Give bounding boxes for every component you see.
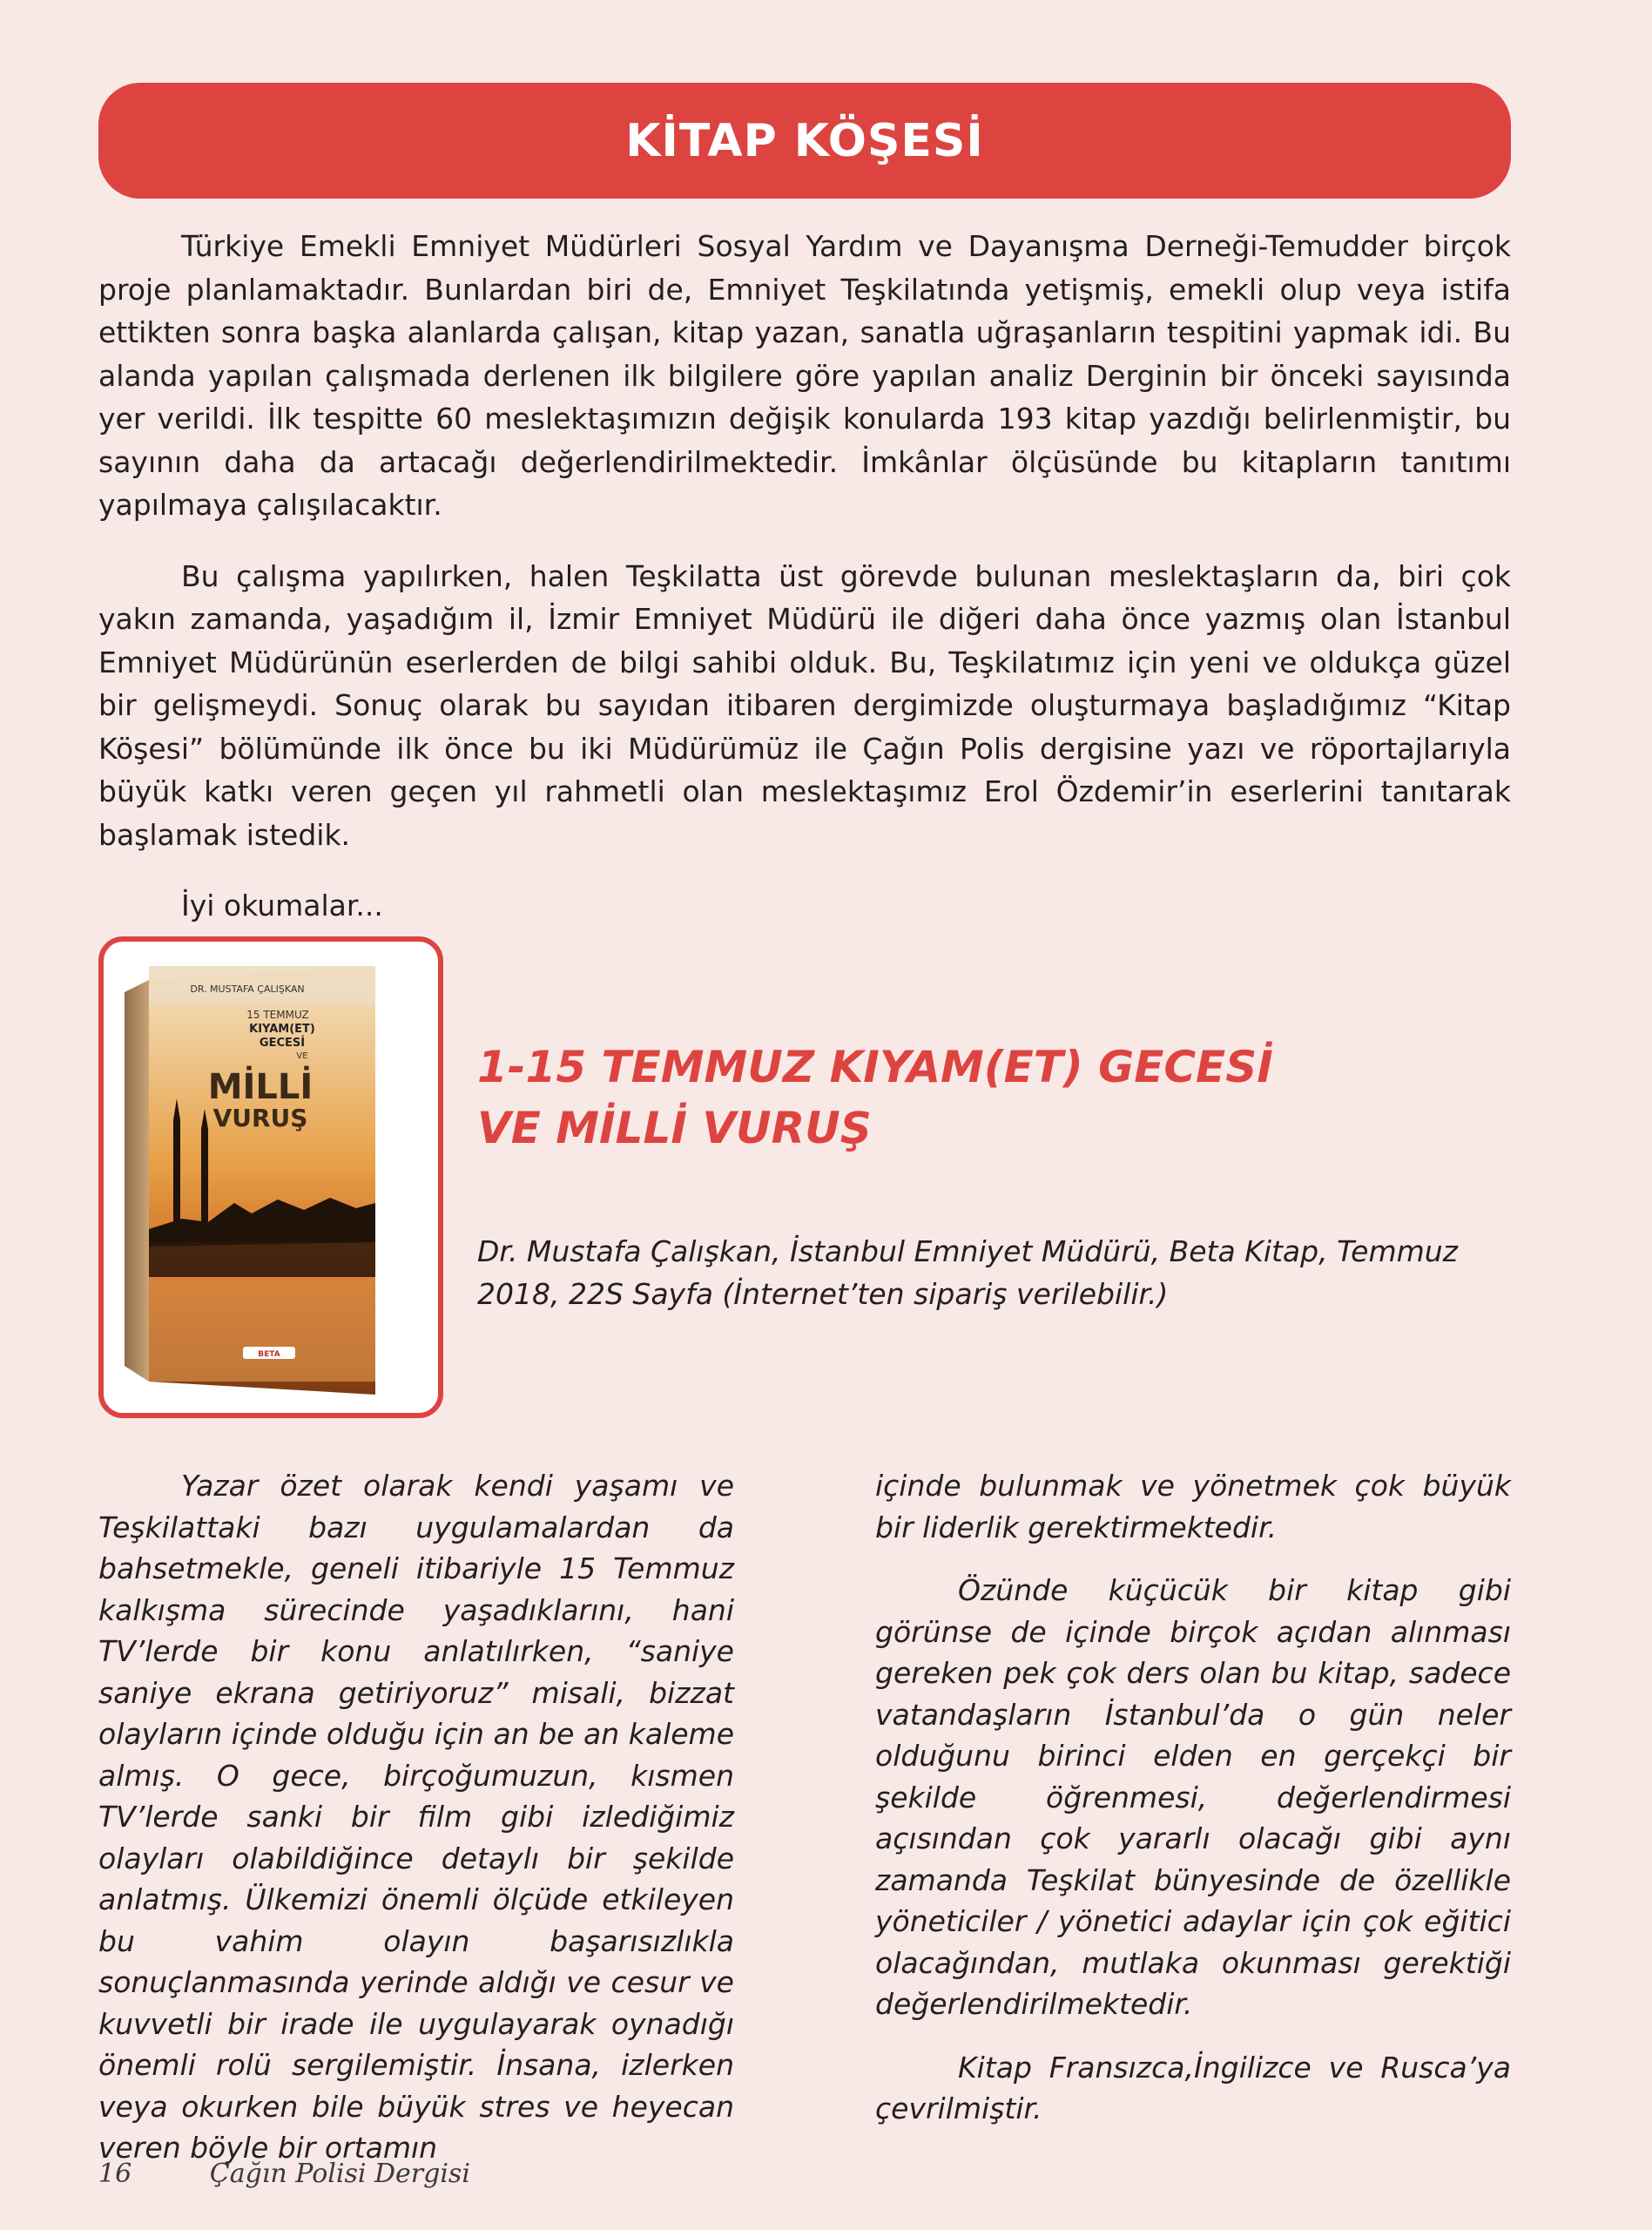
intro-paragraph: Bu çalışma yapılırken, halen Teşkilatta üst görevde bulunan meslektaşların da, biri çok yakın zamanda, yaşadığım il, İzmir Emniyet Müdürü ile diğeri daha önce yazmış olan İstanbul Emniyet Müdürünün eserlerden de bilgi sahibi olduk. Bu, Teşkilatımız için yeni ve oldukça güzel bir gelişmeydi. Sonuç olarak bu sayıdan itibaren dergimizde oluşturmaya başladığımız “Kitap Köşesi” bölümünde ilk önce bu iki Müdürümüz ile Çağın Polis dergisine yazı ve röportajlarıyla büyük katkı veren geçen yıl rahmetli olan meslektaşımız Erol Özdemir’in eserlerini tanıtarak başlamak istedik. [98, 558, 1511, 852]
review-paragraph: içinde bulunmak ve yönetmek çok büyük bir liderlik gerektirmektedir. [875, 1469, 1511, 1544]
section-banner [98, 83, 1511, 199]
cover-line4: VE [296, 1051, 308, 1061]
cover-line1: 15 TEMMUZ [246, 1009, 309, 1021]
intro-paragraph: Türkiye Emekli Emniyet Müdürleri Sosyal Yardım ve Dayanışma Derneği-Temudder birçok proje planlamaktadır. Bunlardan biri de, Emniyet Teşkilatında yetişmiş, emekli olup veya istifa ettikten sonra başka alanlarda çalışan, kitap yazan, sanatla uğraşanların tespitini yapmak idi. Bu alanda yapılan çalışmada derlenen ilk bilgilere göre yapılan analiz Derginin bir önceki sayısında yer verildi. İlk tespitte 60 meslektaşımızın değişik konularda 193 kitap yazdığı belirlenmiştir, bu sayının daha da artacağı değerlendirilmektedir. İmkânlar ölçüsünde bu kitapların tanıtımı yapılmaya çalışılacaktır. [98, 229, 1511, 522]
magazine-name: Çağın Polisi Dergisi [209, 2159, 470, 2189]
review-paragraph: Özünde küçücük bir kitap gibi görünse de içinde birçok açıdan alınması gereken pek çok ders olan bu kitap, sadece vatandaşların İstanbul’da o gün neler olduğunu birinci elden en gerçekçi bir şekilde öğrenmesi, değerlendirmesi açısından çok yararlı olacağı gibi aynı zamanda Teşkilat bünyesinde de özellikle yöneticiler / yönetici adaylar için çok eğitici olacağından, mutlaka okunması gerektiği değerlendirilmektedir. [875, 1573, 1511, 2021]
review-column-left [98, 1465, 734, 2191]
book-title-line1: 1-15 TEMMUZ KIYAM(ET) GECESİ [477, 1042, 1273, 1092]
book-title-line2: VE MİLLİ VURUŞ [477, 1103, 872, 1153]
review-column-right [875, 1465, 1511, 2152]
cover-line2: KIYAM(ET) [249, 1023, 315, 1036]
cover-author: DR. MUSTAFA ÇALIŞKAN [190, 983, 305, 995]
intro-closing: İyi okumalar... [181, 889, 383, 922]
section-title: KİTAP KÖŞESİ [625, 114, 984, 167]
review-paragraph: Kitap Fransızca,İngilizce ve Rusca’ya çevrilmiştir. [875, 2050, 1511, 2125]
cover-big2: VURUŞ [212, 1104, 308, 1132]
book-cover-image [104, 942, 438, 1413]
book-cover-frame [98, 936, 443, 1418]
cover-publisher: BETA [258, 1350, 280, 1359]
book-title [477, 1037, 1479, 1159]
page-number: 16 [98, 2159, 132, 2189]
page-footer [98, 2159, 470, 2189]
book-meta: Dr. Mustafa Çalışkan, İstanbul Emniyet Müdürü, Beta Kitap, Temmuz 2018, 22S Sayfa (İnternet’ten sipariş verilebilir.) [477, 1234, 1458, 1311]
cover-line3: GECESİ [259, 1037, 306, 1050]
cover-big1: MİLLİ [207, 1067, 314, 1107]
review-paragraph: Yazar özet olarak kendi yaşamı ve Teşkilattaki bazı uygulamalardan da bahsetmekle, geneli itibariyle 15 Temmuz kalkışma sürecinde yaşadıklarını, hani TV’lerde bir konu anlatılırken, “saniye saniye ekrana getiriyoruz” misali, bizzat olayların içinde olduğu için an be an kaleme almış. O gece, birçoğumuzun, kısmen TV’lerde sanki bir film gibi izlediğimiz olayları olabildiğince detaylı bir şekilde anlatmış. Ülkemizi önemli ölçüde etkileyen bu vahim olayın başarısızlıkla sonuçlanmasında yerinde aldığı ve cesur ve kuvvetli bir irade ile uygulayarak oynadığı önemli rolü sergilemiştir. İnsana, izlerken veya okurken bile büyük stres ve heyecan veren böyle bir ortamın [98, 1469, 734, 2165]
intro-text [98, 225, 1511, 956]
